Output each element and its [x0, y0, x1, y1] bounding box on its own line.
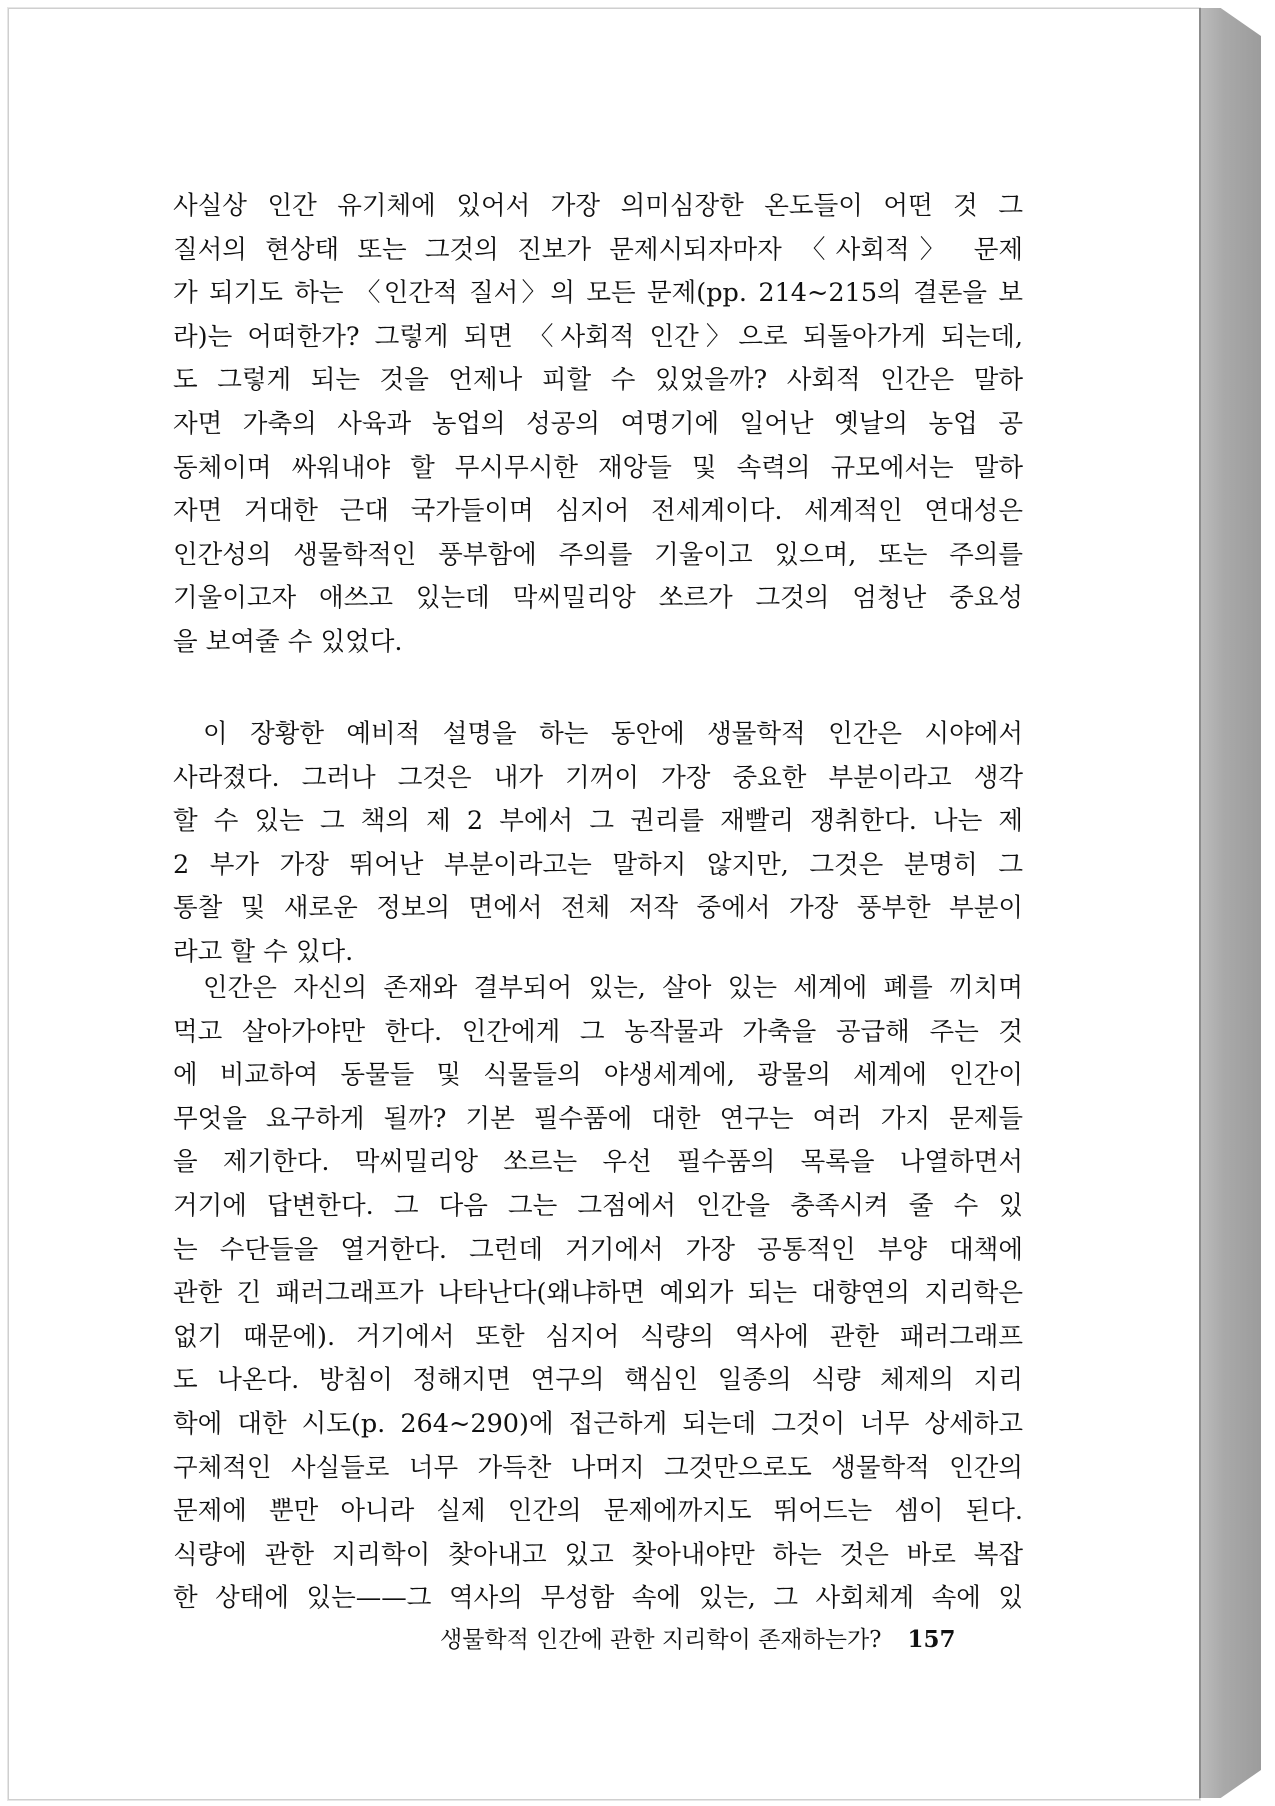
paragraph-2 [173, 713, 1023, 975]
paragraph-2-line: 할 수 있는 그 책의 제 2 부에서 그 권리를 재빨리 쟁취한다. 나는 제 [173, 806, 1023, 837]
paragraph-3-line: 없기 때문에). 거기에서 또한 심지어 식량의 역사에 관한 패러그래프 [173, 1321, 1023, 1352]
paragraph-3-line: 거기에 답변한다. 그 다음 그는 그점에서 인간을 충족시켜 줄 수 있 [173, 1190, 1023, 1221]
paragraph-1-line: 인간성의 생물학적인 풍부함에 주의를 기울이고 있으며, 또는 주의를 [173, 539, 1023, 570]
paragraph-2-line: 사라졌다. 그러나 그것은 내가 기꺼이 가장 중요한 부분이라고 생각 [173, 762, 1023, 793]
paragraph-3-line: 먹고 살아가야만 한다. 인간에게 그 농작물과 가축을 공급해 주는 것 [173, 1016, 1023, 1047]
paragraph-1-line: 기울이고자 애쓰고 있는데 막씨밀리앙 쏘르가 그것의 엄청난 중요성 [173, 583, 1023, 614]
paragraph-3-line: 무엇을 요구하게 될까? 기본 필수품에 대한 연구는 여러 가지 문제들 [173, 1103, 1023, 1134]
paragraph-3-line: 식량에 관한 지리학이 찾아내고 있고 찾아내야만 하는 것은 바로 복잡 [173, 1539, 1023, 1570]
paragraph-1-line: 도 그렇게 되는 것을 언제나 피할 수 있었을까? 사회적 인간은 말하 [173, 365, 1023, 396]
paragraph-3-line: 인간은 자신의 존재와 결부되어 있는, 살아 있는 세계에 폐를 끼치며 [203, 973, 1023, 1003]
paragraph-3-line: 구체적인 사실들로 너무 가득찬 나머지 그것만으로도 생물학적 인간의 [173, 1452, 1023, 1483]
paragraph-1-line: 자면 거대한 근대 국가들이며 심지어 전세계이다. 세계적인 연대성은 [173, 496, 1023, 527]
running-footer-title: 생물학적 인간에 관한 지리학이 존재하는가? [440, 1627, 882, 1653]
paragraph-2-line: 이 장황한 예비적 설명을 하는 동안에 생물학적 인간은 시야에서 [203, 719, 1023, 749]
paragraph-1-line: 가 되기도 하는 〈인간적 질서〉의 모든 문제(pp. 214~215의 결론을 보 [173, 278, 1023, 309]
paragraph-1-line: 자면 가축의 사육과 농업의 성공의 여명기에 일어난 옛날의 농업 공 [173, 408, 1023, 439]
paragraph-1-line: 라)는 어떠한가? 그렇게 되면 〈사회적 인간〉으로 되돌아가게 되는데, [173, 321, 1023, 352]
paragraph-1-line: 동체이며 싸워내야 할 무시무시한 재앙들 및 속력의 규모에서는 말하 [173, 452, 1023, 483]
paragraph-3-line: 학에 대한 시도(p. 264~290)에 접근하게 되는데 그것이 너무 상세하고 [173, 1408, 1023, 1439]
paragraph-1-line: 을 보여줄 수 있었다. [173, 626, 403, 657]
paragraph-1 [173, 185, 1023, 665]
paragraph-2-line: 2 부가 가장 뛰어난 부분이라고는 말하지 않지만, 그것은 분명히 그 [173, 849, 1023, 880]
paragraph-3-line: 을 제기한다. 막씨밀리앙 쏘르는 우선 필수품의 목록을 나열하면서 [173, 1147, 1023, 1178]
paragraph-3-line: 는 수단들을 열거한다. 그런데 거기에서 가장 공통적인 부양 대책에 [173, 1234, 1023, 1265]
page-number: 157 [907, 1626, 956, 1653]
paragraph-2-line: 통찰 및 새로운 정보의 면에서 전체 저작 중에서 가장 풍부한 부분이 [173, 893, 1023, 924]
running-footer [440, 1618, 1000, 1662]
paragraph-2-line: 라고 할 수 있다. [173, 936, 354, 967]
paragraph-1-line: 사실상 인간 유기체에 있어서 가장 의미심장한 온도들이 어떤 것 그 [173, 191, 1023, 221]
page-thickness-edge [1199, 8, 1261, 1798]
paragraph-3-line: 한 상태에 있는——그 역사의 무성함 속에 있는, 그 사회체계 속에 있 [173, 1583, 1023, 1614]
paragraph-3-line: 관한 긴 패러그래프가 나타난다(왜냐하면 예외가 되는 대향연의 지리학은 [173, 1278, 1023, 1309]
paragraph-1-line: 질서의 현상태 또는 그것의 진보가 문제시되자마자 〈사회적〉 문제 [173, 234, 1023, 265]
paragraph-3-line: 에 비교하여 동물들 및 식물들의 야생세계에, 광물의 세계에 인간이 [173, 1060, 1023, 1091]
paragraph-3-line: 문제에 뿐만 아니라 실제 인간의 문제에까지도 뛰어드는 셈이 된다. [173, 1496, 1023, 1527]
page-edge-shadow-line [1199, 8, 1201, 1798]
paragraph-3-line: 도 나온다. 방침이 정해지면 연구의 핵심인 일종의 식량 체제의 지리 [173, 1365, 1023, 1396]
paragraph-3 [173, 967, 1023, 1621]
